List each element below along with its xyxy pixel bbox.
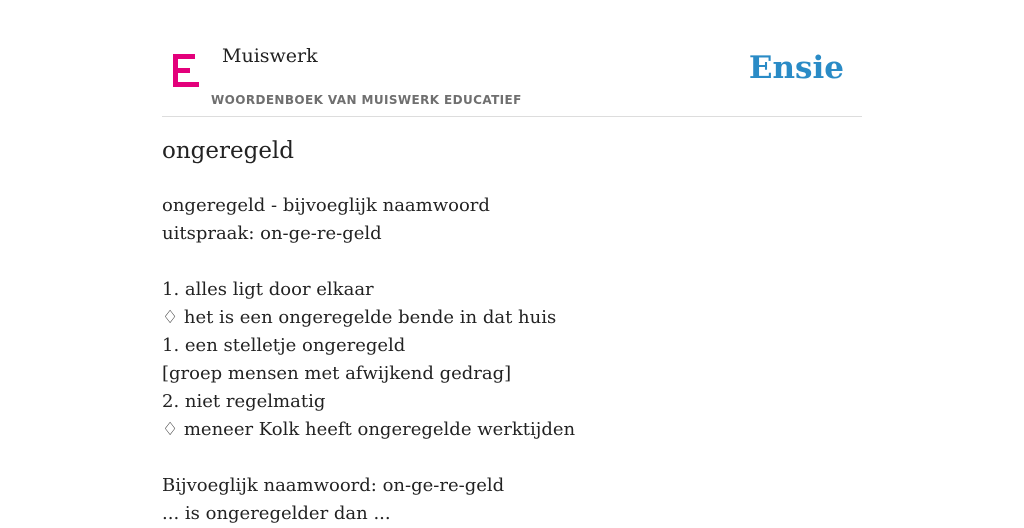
definition-line: ongeregeld - bijvoeglijk naamwoord [162,195,490,216]
definition-line: [groep mensen met afwijkend gedrag] [162,363,512,384]
logo-bar-top [173,54,195,59]
definition-blank-line [162,248,862,276]
definition-line: ... is ongeregelder dan ... [162,503,391,524]
brand-name[interactable]: Muiswerk [222,45,318,67]
definition-line: 2. niet regelmatig [162,391,326,412]
definition-line: Bijvoeglijk naamwoord: on-ge-re-geld [162,475,505,496]
entry-title: ongeregeld [162,138,295,164]
example-line: ♢ het is een ongeregelde bende in dat huis [162,307,557,328]
definition-line: 1. alles ligt door elkaar [162,279,374,300]
definition-line: uitspraak: on-ge-re-geld [162,223,382,244]
definition-line: 1. een stelletje ongeregeld [162,335,406,356]
logo-bar-bottom [173,82,199,87]
ensie-logo-link[interactable]: Ensie [748,50,844,86]
definition-blank-line [162,444,862,472]
logo-bar-middle [173,68,190,73]
brand-subtitle: WOORDENBOEK VAN MUISWERK EDUCATIEF [211,93,522,107]
example-line: ♢ meneer Kolk heeft ongeregelde werktijden [162,419,576,440]
muiswerk-logo-icon[interactable] [173,54,201,88]
site-header [162,0,862,117]
entry-definition [162,192,862,528]
